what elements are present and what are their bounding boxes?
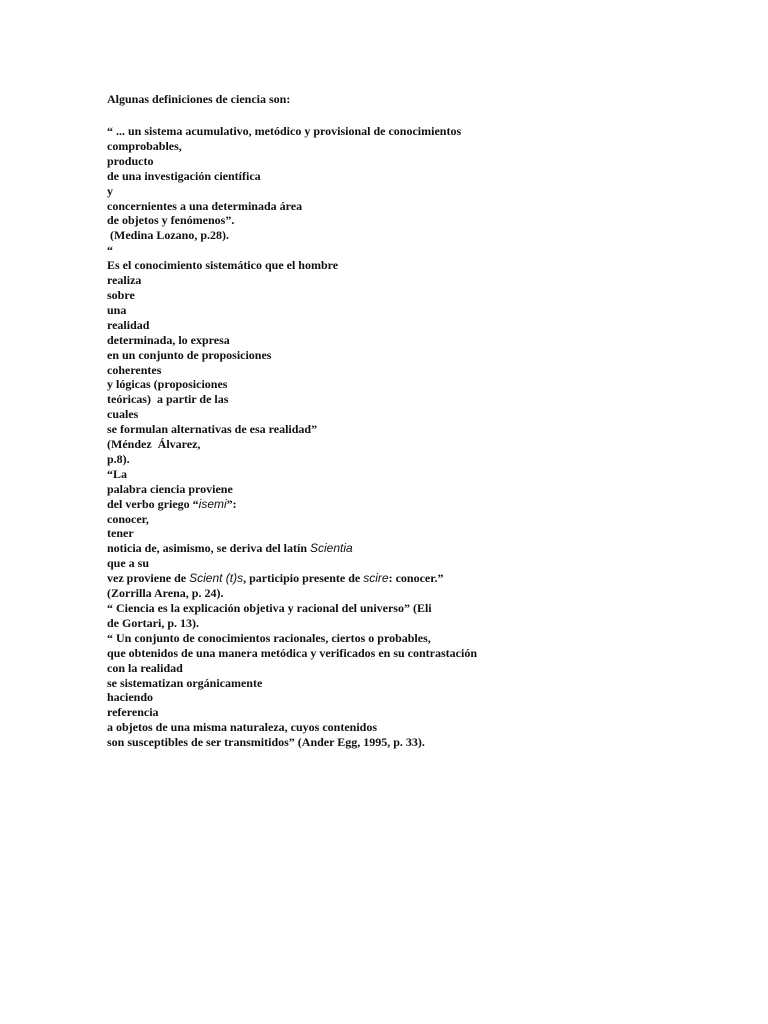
- text-line: coherentes: [107, 362, 162, 377]
- citation-line: (Méndez Álvarez,: [107, 437, 201, 452]
- text-line: realiza: [107, 273, 142, 288]
- text-line: en un conjunto de proposiciones: [107, 347, 272, 362]
- text-line: determinada, lo expresa: [107, 332, 230, 347]
- text-line: producto: [107, 153, 154, 168]
- definitions-block: [107, 124, 667, 750]
- citation-line: (Zorrilla Arena, p. 24).: [107, 586, 224, 601]
- document-body: [107, 92, 667, 750]
- text-line-scire: [107, 571, 667, 586]
- term-scire: scire: [363, 571, 389, 586]
- text-line: Es el conocimiento sistemático que el hombre: [107, 258, 339, 273]
- text-line: cuales: [107, 407, 139, 422]
- text-line: con la realidad: [107, 660, 183, 675]
- text-line: se sistematizan orgánicamente: [107, 675, 263, 690]
- text-line: y lógicas (proposiciones: [107, 377, 228, 392]
- text-line: a objetos de una misma naturaleza, cuyos contenidos: [107, 720, 378, 735]
- text-fragment: , participio presente de: [243, 571, 364, 586]
- text-line: de objetos y fenómenos”.: [107, 213, 235, 228]
- text-line: se formulan alternativas de esa realidad”: [107, 422, 318, 437]
- text-line: que a su: [107, 556, 150, 571]
- text-line: “La: [107, 466, 128, 481]
- text-line: de una investigación científica: [107, 168, 261, 183]
- text-line: “ ... un sistema acumulativo, metódico y provisional de conocimientos: [107, 124, 462, 138]
- text-line: palabra ciencia proviene: [107, 481, 233, 496]
- text-line: que obtenidos de una manera metódica y verificados en su contrastación: [107, 645, 477, 660]
- text-line: conocer,: [107, 511, 149, 526]
- citation-line: (Medina Lozano, p.28).: [107, 228, 230, 243]
- term-scientia: Scientia: [310, 541, 353, 556]
- text-line: comprobables,: [107, 138, 182, 153]
- text-line: teóricas) a partir de las: [107, 392, 229, 407]
- text-fragment: del verbo griego “: [107, 496, 199, 511]
- text-line: “ Ciencia es la explicación objetiva y racional del universo” (Eli: [107, 601, 432, 615]
- citation-line: p.8).: [107, 451, 130, 466]
- text-line: y: [107, 183, 113, 198]
- term-isemi: isemi: [198, 496, 227, 511]
- citation-line: de Gortari, p. 13).: [107, 615, 199, 630]
- document-heading: Algunas definiciones de ciencia son:: [107, 92, 291, 106]
- text-line-latin: [107, 541, 667, 556]
- citation-line: son susceptibles de ser transmitidos” (Ander Egg, 1995, p. 33).: [107, 735, 425, 750]
- text-line: “: [107, 243, 113, 258]
- text-line: sobre: [107, 287, 135, 302]
- term-scient: Scient (t)s: [189, 571, 244, 586]
- text-line: “ Un conjunto de conocimientos racionales, ciertos o probables,: [107, 630, 431, 645]
- text-fragment: ”:: [226, 496, 237, 511]
- text-line: realidad: [107, 317, 150, 332]
- text-line: concernientes a una determinada área: [107, 198, 303, 213]
- text-fragment: : conocer.”: [388, 571, 444, 586]
- text-line: tener: [107, 526, 134, 541]
- text-line: referencia: [107, 705, 159, 720]
- text-line: una: [107, 302, 127, 317]
- text-line: haciendo: [107, 690, 154, 705]
- text-fragment: vez proviene de: [107, 571, 190, 586]
- text-fragment: noticia de, asimismo, se deriva del latín: [107, 541, 310, 556]
- text-line-griego: [107, 497, 667, 512]
